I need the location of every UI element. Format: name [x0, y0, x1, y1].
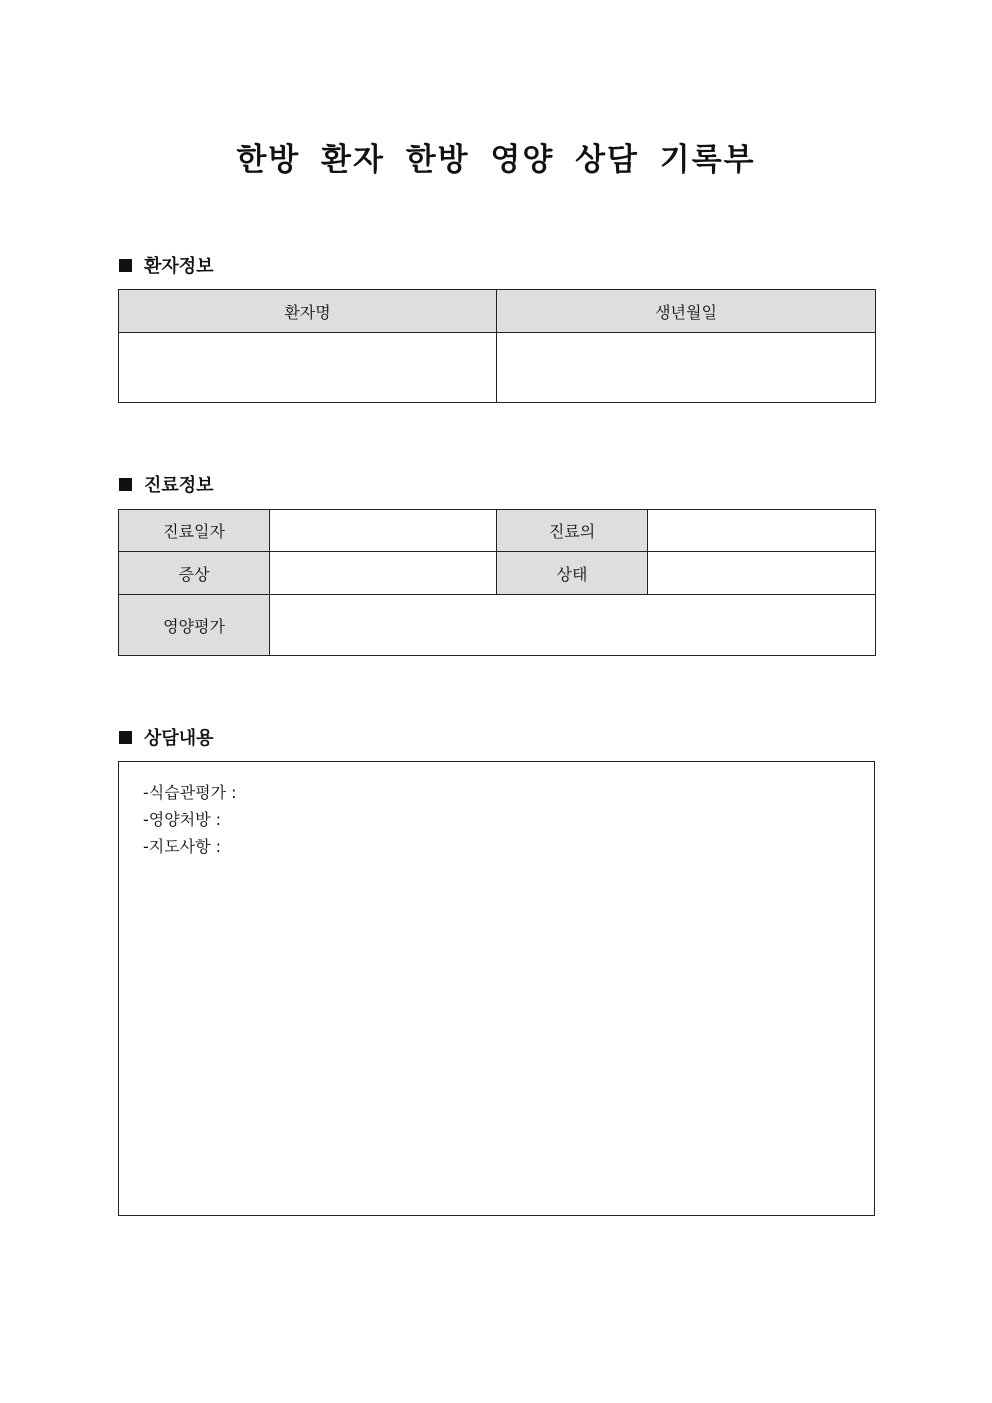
- patient-name-field[interactable]: [119, 333, 497, 403]
- symptom-field[interactable]: [270, 552, 497, 595]
- doctor-label: 진료의: [497, 510, 648, 552]
- nutrition-prescription-line: -영양처방 :: [143, 810, 222, 829]
- treatment-info-table: [118, 509, 876, 656]
- symptom-label: 증상: [119, 552, 270, 595]
- eating-habit-eval-line: -식습관평가 :: [143, 783, 237, 802]
- square-bullet-icon: [119, 259, 132, 272]
- status-field[interactable]: [648, 552, 876, 595]
- section-heading-consultation-label: 상담내용: [144, 728, 214, 749]
- treatment-date-label: 진료일자: [119, 510, 270, 552]
- birthdate-label: 생년월일: [497, 290, 876, 333]
- patient-info-table: [118, 289, 876, 403]
- status-label: 상태: [497, 552, 648, 595]
- patient-name-label: 환자명: [119, 290, 497, 333]
- document-title: 한방 환자 한방 영양 상담 기록부: [236, 142, 756, 178]
- square-bullet-icon: [119, 478, 132, 491]
- nutrition-eval-field[interactable]: [270, 595, 876, 656]
- section-heading-consultation: [119, 725, 214, 749]
- section-heading-treatment: [119, 472, 214, 496]
- guidance-line: -지도사항 :: [143, 837, 222, 856]
- birthdate-field[interactable]: [497, 333, 876, 403]
- treatment-date-field[interactable]: [270, 510, 497, 552]
- section-heading-patient-label: 환자정보: [144, 256, 214, 277]
- section-heading-patient: [119, 253, 214, 277]
- square-bullet-icon: [119, 731, 132, 744]
- consultation-content-box[interactable]: [118, 761, 875, 1216]
- doctor-field[interactable]: [648, 510, 876, 552]
- nutrition-eval-label: 영양평가: [119, 595, 270, 656]
- section-heading-treatment-label: 진료정보: [144, 475, 214, 496]
